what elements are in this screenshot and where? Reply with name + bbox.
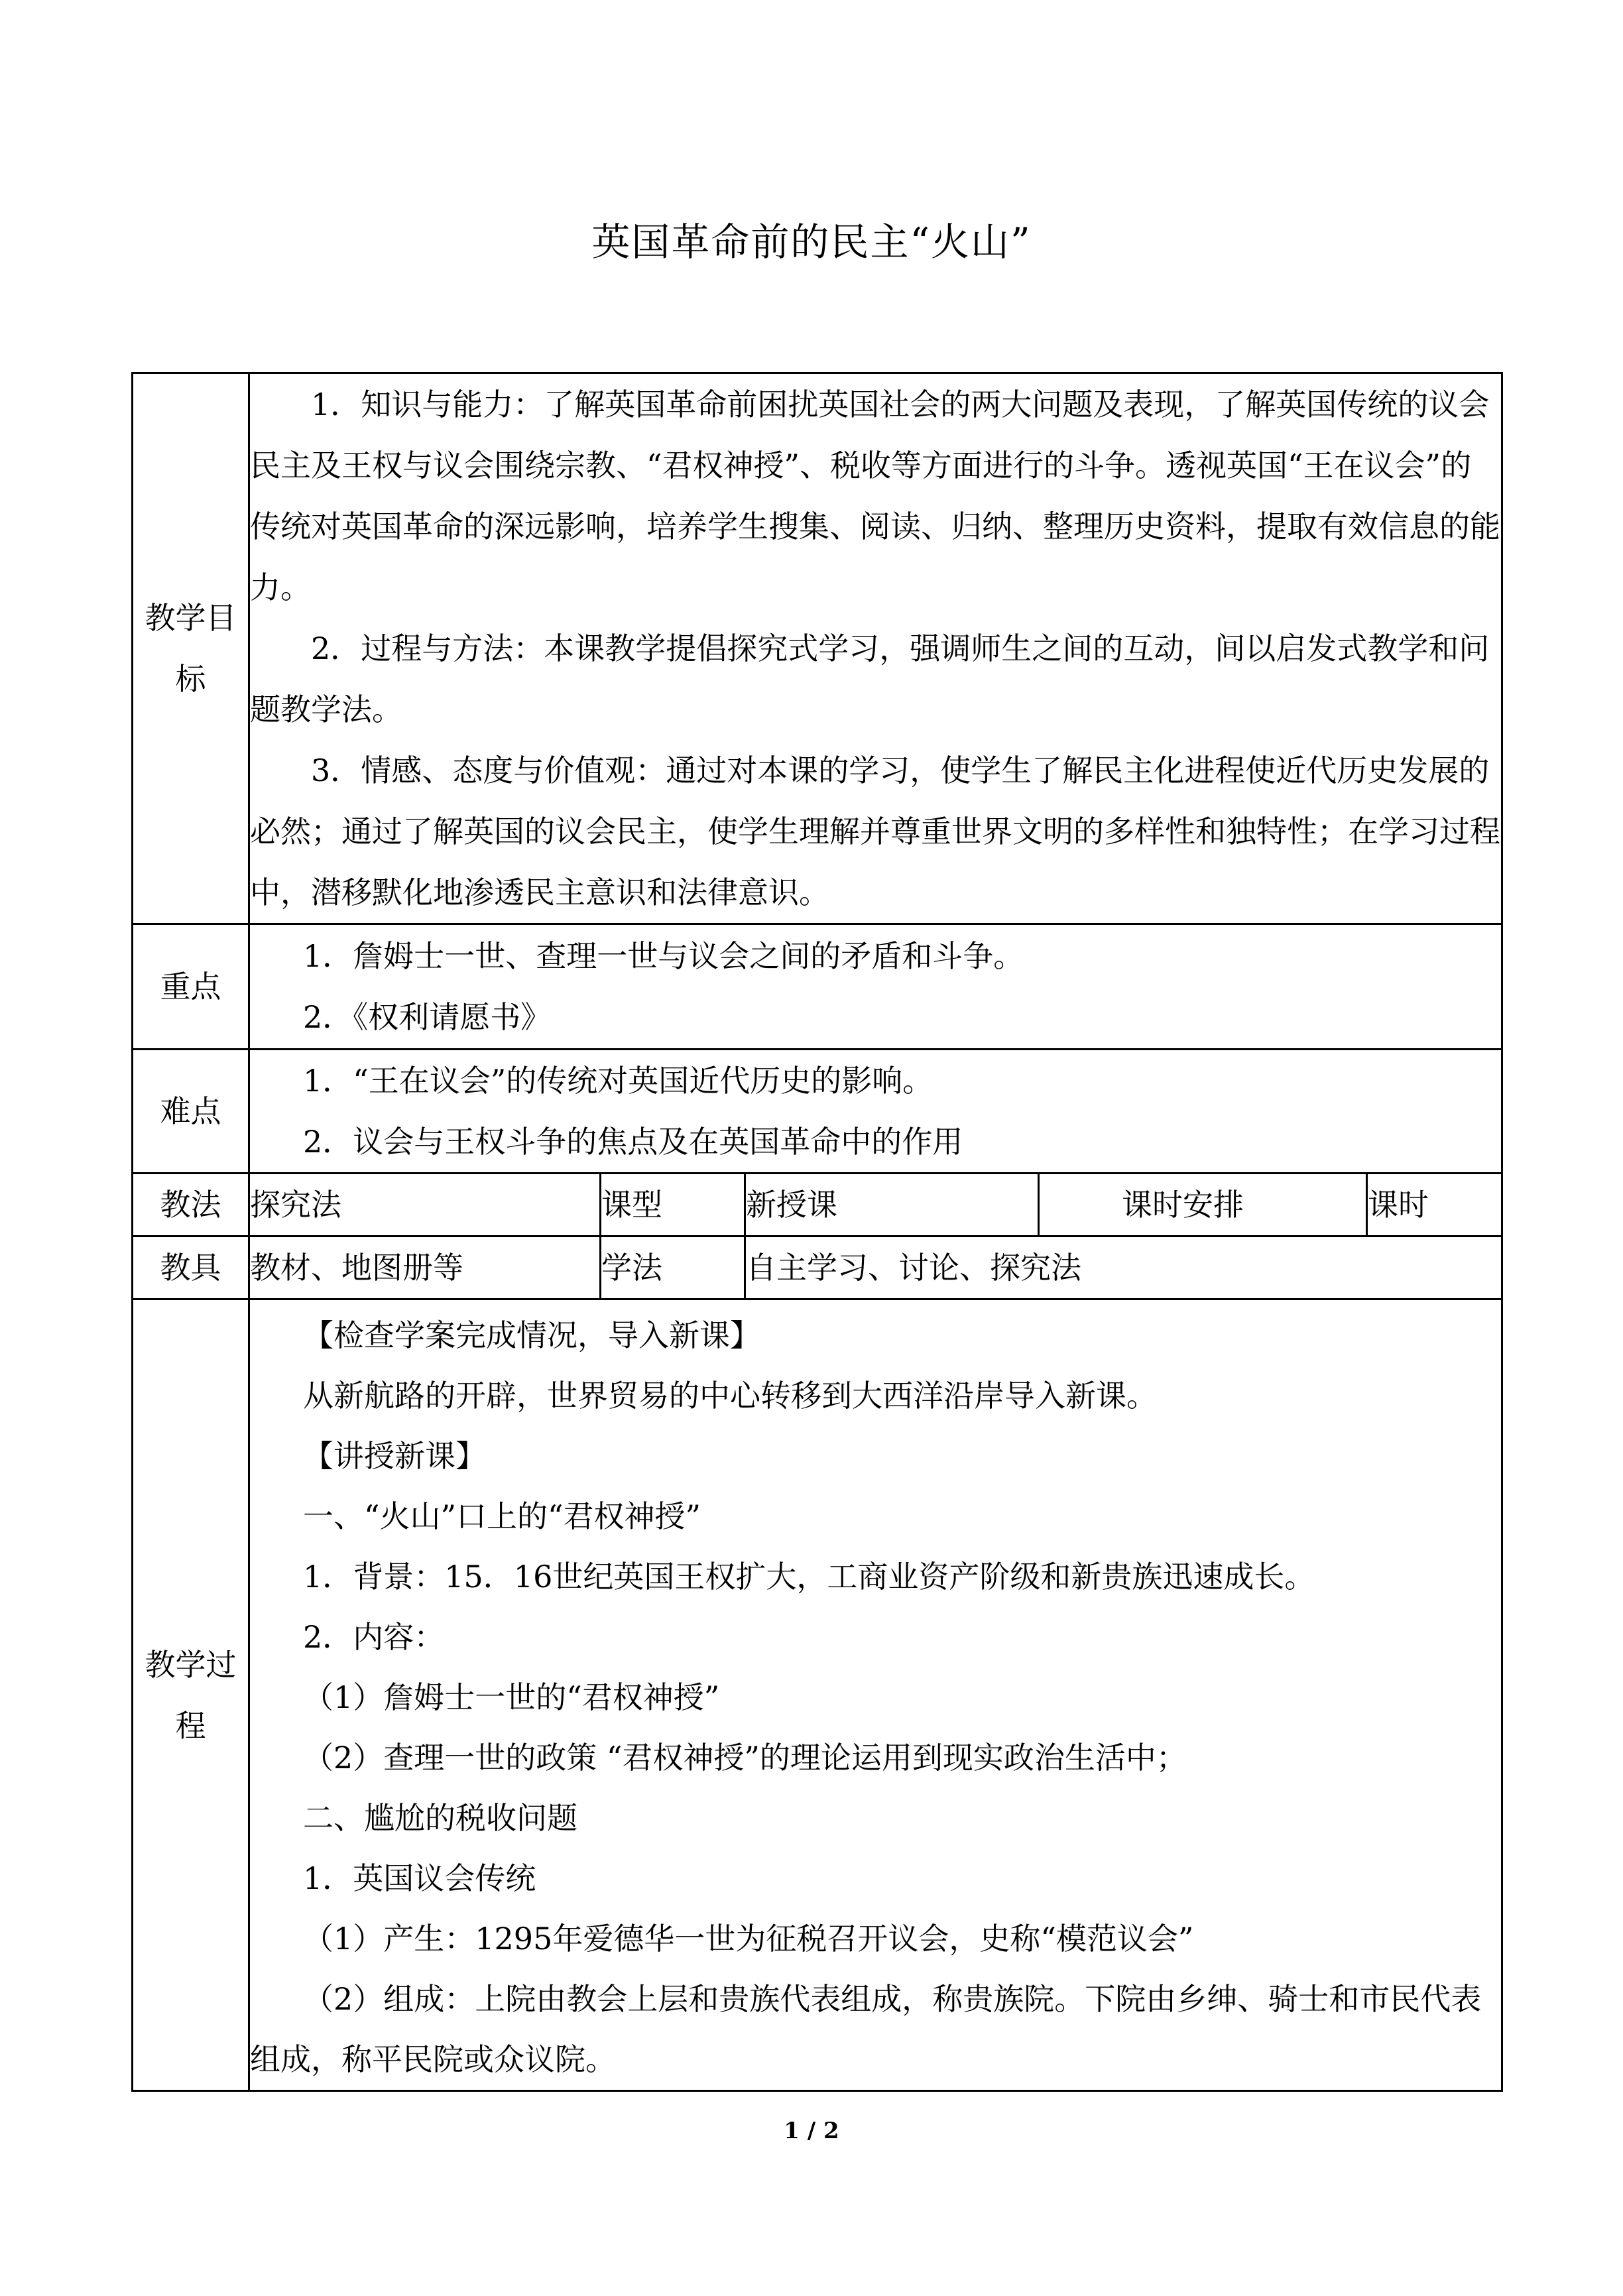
objective-paragraph: 3．情感、态度与价值观：通过对本课的学习，使学生了解民主化进程使近代历史发展的必然；通过了解英国的议会民主，使学生理解并尊重世界文明的多样性和独特性；在学习过程中，潜移默化地渗透民主意识和法律意识。 bbox=[250, 753, 1500, 910]
difficulties-content bbox=[249, 1050, 1502, 1174]
key-point-item: 1．詹姆士一世、查理一世与议会之间的矛盾和斗争。 bbox=[303, 938, 1024, 974]
process-line: 1．英国议会传统 bbox=[303, 1860, 536, 1896]
process-label: 教学过程 bbox=[133, 1299, 249, 2091]
tools-label: 教具 bbox=[133, 1237, 249, 1299]
process-line: 2．内容： bbox=[303, 1619, 445, 1655]
process-content bbox=[249, 1299, 1502, 2091]
method-value: 探究法 bbox=[249, 1174, 601, 1237]
page-number: 1 / 2 bbox=[784, 2118, 839, 2144]
method-row bbox=[133, 1174, 1502, 1237]
objectives-content bbox=[249, 373, 1502, 924]
key-points-row bbox=[133, 924, 1502, 1050]
process-line: （2）查理一世的政策 “君权神授”的理论运用到现实政治生活中； bbox=[303, 1740, 1187, 1776]
difficulties-row bbox=[133, 1050, 1502, 1174]
process-line: 【检查学案完成情况，导入新课】 bbox=[303, 1317, 760, 1353]
schedule-label: 课时安排 bbox=[1039, 1174, 1367, 1237]
process-row bbox=[133, 1299, 1502, 2091]
study-method-value: 自主学习、讨论、探究法 bbox=[745, 1237, 1502, 1299]
lesson-type-label: 课型 bbox=[601, 1174, 745, 1237]
lesson-plan-table bbox=[131, 372, 1503, 2092]
process-line: （2）组成：上院由教会上层和贵族代表组成，称贵族院。下院由乡绅、骑士和市民代表组成，称平民院或众议院。 bbox=[250, 1981, 1482, 2077]
key-points-content bbox=[249, 924, 1502, 1050]
study-method-label: 学法 bbox=[601, 1237, 745, 1299]
process-line: 1．背景：15．16世纪英国王权扩大，工商业资产阶级和新贵族迅速成长。 bbox=[303, 1559, 1315, 1595]
process-line: （1）詹姆士一世的“君权神授” bbox=[303, 1679, 720, 1715]
process-line: （1）产生：1295年爱德华一世为征税召开议会，史称“模范议会” bbox=[303, 1921, 1194, 1957]
lesson-type-value: 新授课 bbox=[745, 1174, 1039, 1237]
objective-paragraph: 1．知识与能力：了解英国革命前困扰英国社会的两大问题及表现，了解英国传统的议会民主及王权与议会围绕宗教、“君权神授”、税收等方面进行的斗争。透视英国“王在议会”的传统对英国革命的深远影响，培养学生搜集、阅读、归纳、整理历史资料，提取有效信息的能力。 bbox=[250, 387, 1500, 605]
method-label: 教法 bbox=[133, 1174, 249, 1237]
objectives-label: 教学目标 bbox=[133, 373, 249, 924]
difficulty-item: 2．议会与王权斗争的焦点及在英国革命中的作用 bbox=[303, 1124, 963, 1160]
process-line: 从新航路的开辟，世界贸易的中心转移到大西洋沿岸导入新课。 bbox=[303, 1378, 1157, 1414]
tools-row bbox=[133, 1237, 1502, 1299]
difficulties-label: 难点 bbox=[133, 1050, 249, 1174]
schedule-value: 课时 bbox=[1367, 1174, 1502, 1237]
process-line: 二、尴尬的税收问题 bbox=[303, 1800, 577, 1836]
process-line: 【讲授新课】 bbox=[303, 1438, 486, 1474]
document-title: 英国革命前的民主“火山” bbox=[591, 219, 1032, 265]
tools-value: 教材、地图册等 bbox=[249, 1237, 601, 1299]
key-point-item: 2．《权利请愿书》 bbox=[303, 999, 552, 1035]
difficulty-item: 1．“王在议会”的传统对英国近代历史的影响。 bbox=[303, 1063, 933, 1099]
objective-paragraph: 2．过程与方法：本课教学提倡探究式学习，强调师生之间的互动，间以启发式教学和问题教学法。 bbox=[250, 631, 1490, 727]
objectives-row bbox=[133, 373, 1502, 924]
process-line: 一、“火山”口上的“君权神授” bbox=[303, 1498, 701, 1534]
key-points-label: 重点 bbox=[133, 924, 249, 1050]
